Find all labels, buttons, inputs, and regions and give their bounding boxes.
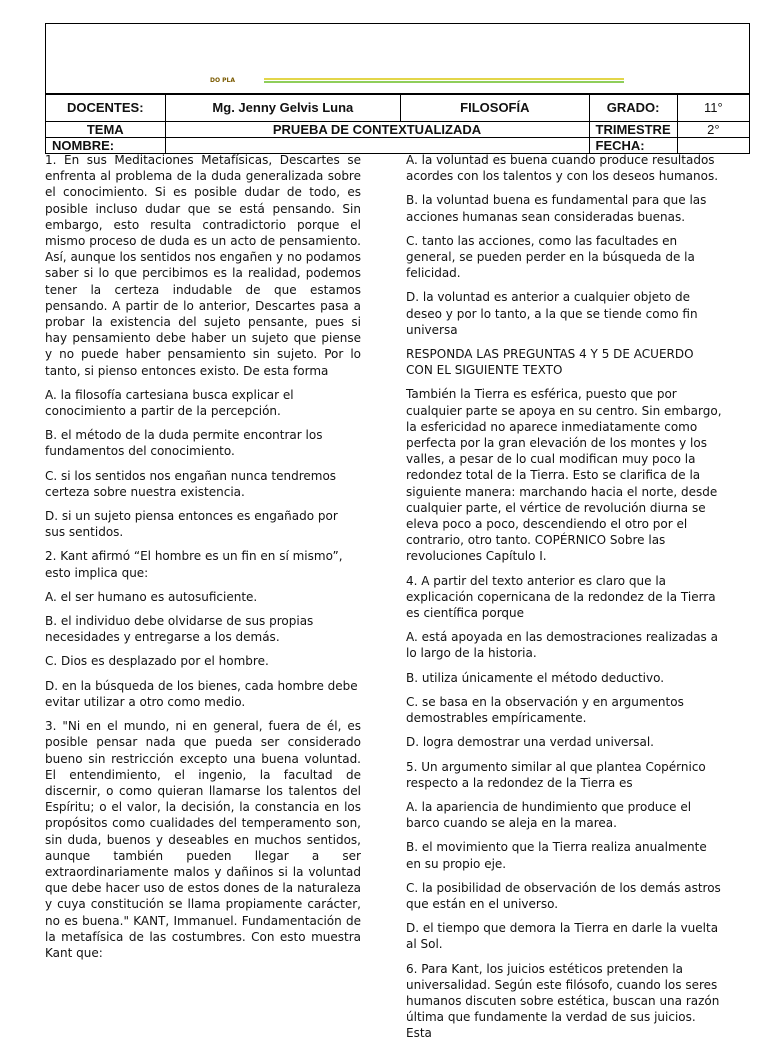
trimestre-value: 2° xyxy=(677,122,749,138)
header-box xyxy=(45,23,750,94)
question-2: 2. Kant afirmó “El hombre es un fin en sí mismo”, esto implica que: xyxy=(45,549,343,580)
left-column xyxy=(45,152,361,969)
q2-option-b: B. el individuo debe olvidarse de sus propias necesidades y entregarse a los demás. xyxy=(45,614,314,645)
trimestre-label: TRIMESTRE xyxy=(589,122,677,138)
question-3: 3. "Ni en el mundo, ni en general, fuera de él, es posible pensar nada que pueda ser considerado bueno sin restricción excepto una buena voluntad. El entendimiento, el ingenio, la facultad de discernir, o como quieran llamarse los talentos del Espíritu; o el valor, la decisión, la constancia en los propósitos como cualidades del temperamento son, sin duda, buenos y deseables en muchos sentidos, aunque también pueden llegar a ser extraordinariamente malos y dañinos si la voluntad que debe hacer uso de estos dones de la naturaleza y cuya constitución se llama propiamente carácter, no es buena." KANT, Immanuel. Fundamentación de la metafísica de las costumbres. Con esto muestra Kant que: xyxy=(45,719,361,960)
copernicus-passage: También la Tierra es esférica, puesto que por cualquier parte se apoya en su centro. Sin embargo, la esfericidad no aparece inmediatamente como perfecta por la gran elevación de los montes y los valles, a pesar de lo cual modifican muy poco la redondez total de la Tierra. Esto se clarifica de la siguiente manera: marchando hacia el norte, desde cualquier parte, el vértice de revolución diurna se eleva poco a poco, descendiendo el otro por el contrario, otro tanto. COPÉRNICO Sobre las revoluciones Capítulo I. xyxy=(406,387,722,564)
q3-option-d: D. la voluntad es anterior a cualquier objeto de deseo y por lo tanto, a la que se tiende como fin universa xyxy=(406,290,698,337)
q2-option-a: A. el ser humano es autosuficiente. xyxy=(45,589,258,604)
grado-label: GRADO: xyxy=(589,95,677,122)
fecha-label: FECHA: xyxy=(589,138,677,154)
q2-option-c: C. Dios es desplazado por el hombre. xyxy=(45,654,269,669)
subject: FILOSOFÍA xyxy=(401,95,589,122)
grado-value: 11° xyxy=(677,95,749,122)
q1-option-c: C. si los sentidos nos engañan nunca tendremos certeza sobre nuestra existencia. xyxy=(45,468,337,499)
q3-option-b: B. la voluntad buena es fundamental para que las acciones humanas sean consideradas buenas. xyxy=(406,193,707,224)
q4-option-b: B. utiliza únicamente el método deductivo. xyxy=(406,670,665,685)
q5-option-b: B. el movimiento que la Tierra realiza anualmente en su propio eje. xyxy=(406,840,707,871)
tema-label: TEMA xyxy=(46,122,166,138)
question-5: 5. Un argumento similar al que plantea Copérnico respecto a la redondez de la Tierra es xyxy=(406,759,706,790)
question-1: 1. En sus Meditaciones Metafísicas, Descartes se enfrenta al problema de la duda generalizada sobre el conocimiento. Si es posible dudar de todo, es posible incluso dudar que se está pensando. Sin embargo, esto resulta contradictorio porque el mismo proceso de duda es un acto de pensamiento. Así, aunque los sentidos nos engañen y no podamos saber si lo que percibimos es la realidad, podemos tener la certeza indudable de que estamos pensando. A partir de lo anterior, Descartes pasa a probar la existencia del sujeto pensante, pues si hay pensamiento debe haber un sujeto que piense y no puede haber pensamiento sin sujeto. Por lo tanto, si pienso entonces existo. De esta forma xyxy=(45,153,361,378)
nombre-label: NOMBRE: xyxy=(46,138,166,154)
q1-option-d: D. si un sujeto piensa entonces es engañado por sus sentidos. xyxy=(45,509,338,540)
right-column xyxy=(406,152,722,1050)
q1-option-b: B. el método de la duda permite encontrar los fundamentos del conocimiento. xyxy=(45,428,323,459)
q5-option-c: C. la posibilidad de observación de los demás astros que están en el universo. xyxy=(406,880,721,911)
q5-option-a: A. la apariencia de hundimiento que produce el barco cuando se aleja en la marea. xyxy=(406,799,692,831)
q4-option-c: C. se basa en la observación y en argumentos demostrables empíricamente. xyxy=(406,694,684,726)
q5-option-d: D. el tiempo que demora la Tierra en darle la vuelta al Sol. xyxy=(406,921,719,952)
q4-option-a: A. está apoyada en las demostraciones realizadas a lo largo de la historia. xyxy=(406,630,718,661)
q4-option-d: D. logra demostrar una verdad universal. xyxy=(406,735,654,750)
docente-name: Mg. Jenny Gelvis Luna xyxy=(165,95,401,122)
tema-value: PRUEBA DE CONTEXTUALIZADA xyxy=(165,122,589,138)
q1-option-a: A. la filosofía cartesiana busca explicar el conocimiento a partir de la percepción. xyxy=(45,387,294,419)
question-6: 6. Para Kant, los juicios estéticos pretenden la universalidad. Según este filósofo, cuando los seres humanos discuten sobre estética, buscan una razón última que fundamente la verdad de sus juicios. Esta xyxy=(406,961,720,1041)
info-table xyxy=(45,94,750,154)
q3-option-a: A. la voluntad es buena cuando produce resultados acordes con los talentos y con los deseos humanos. xyxy=(406,153,719,184)
reading-instruction: RESPONDA LAS PREGUNTAS 4 Y 5 DE ACUERDO CON EL SIGUIENTE TEXTO xyxy=(406,347,694,378)
logo-banner-line xyxy=(264,78,624,83)
school-logo: DO PLA xyxy=(209,77,236,84)
docentes-label: DOCENTES: xyxy=(46,95,166,122)
q2-option-d: D. en la búsqueda de los bienes, cada hombre debe evitar utilizar a otro como medio. xyxy=(45,678,358,709)
question-4: 4. A partir del texto anterior es claro que la explicación copernicana de la redondez de la Tierra es científica porque xyxy=(406,573,716,621)
q3-option-c: C. tanto las acciones, como las facultades en general, se pueden perder en la búsqueda de la felicidad. xyxy=(406,233,695,281)
